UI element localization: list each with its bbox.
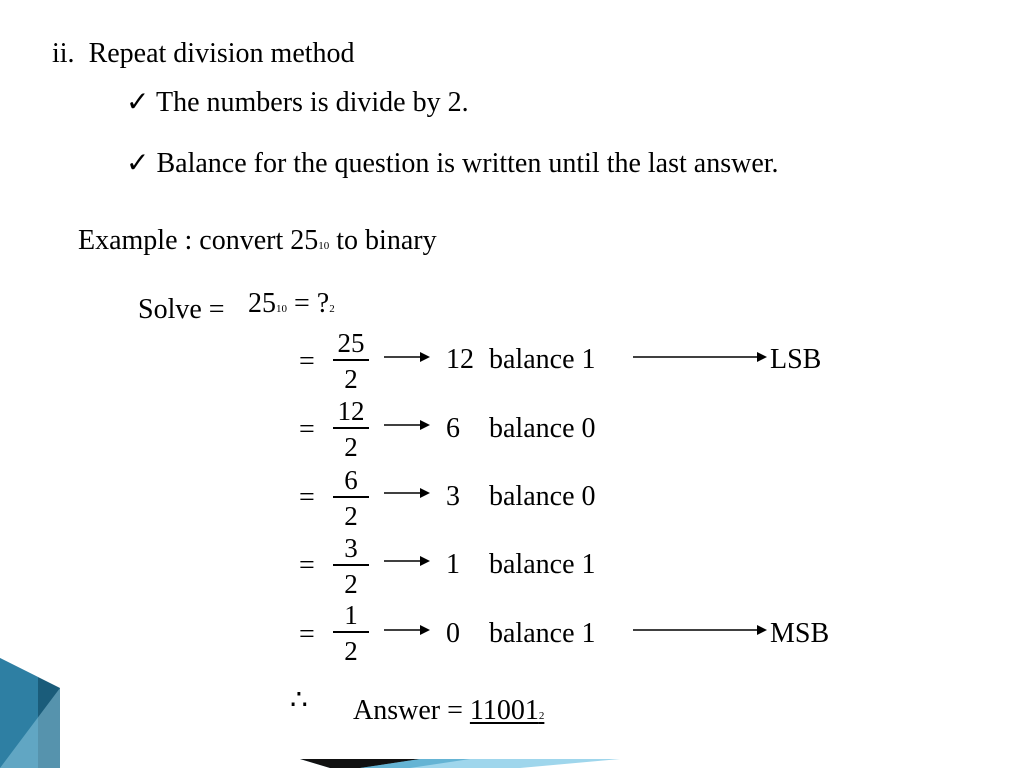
example-suffix: to binary [329, 225, 437, 256]
arrow-right-icon [384, 418, 430, 432]
step-quotient: 3 [446, 481, 460, 512]
arrow-long-right-icon [633, 350, 767, 364]
example-prefix: Example : convert 25 [78, 225, 319, 256]
answer-label: Answer = [353, 695, 463, 726]
bullet-1 [126, 89, 469, 117]
solve-eq: = ? [287, 288, 330, 319]
check-icon: ✓ [126, 87, 150, 118]
fraction-bar [333, 564, 369, 566]
fraction-denominator: 2 [344, 432, 358, 462]
fraction-numerator: 3 [344, 533, 358, 563]
step-fraction [331, 600, 371, 666]
step-balance: balance 0 [489, 481, 596, 512]
arrow-right-icon [384, 350, 430, 364]
arrow-long-right-icon [633, 623, 767, 637]
step-tag-msb: MSB [770, 618, 830, 649]
bullet-text: The numbers is divide by 2. [155, 87, 469, 118]
step-equals: = [299, 619, 315, 650]
therefore-symbol: ∴ [290, 685, 308, 716]
check-icon: ✓ [126, 148, 150, 179]
step-fraction [331, 396, 371, 462]
answer-base: 2 [538, 710, 545, 722]
bullet-text: Balance for the question is written until the last answer. [156, 148, 779, 179]
solve-expression [248, 290, 335, 318]
answer-value: 110012 [469, 695, 545, 726]
fraction-bar [333, 496, 369, 498]
step-quotient: 1 [446, 549, 460, 580]
arrow-right-icon [384, 623, 430, 637]
fraction-bar [333, 427, 369, 429]
step-fraction [331, 533, 371, 599]
step-equals: = [299, 414, 315, 445]
step-balance: balance 1 [489, 344, 596, 375]
step-tag-lsb: LSB [770, 344, 822, 375]
step-balance: balance 0 [489, 413, 596, 444]
heading-marker: ii. [52, 38, 75, 69]
step-balance: balance 1 [489, 618, 596, 649]
fraction-numerator: 6 [344, 465, 358, 495]
fraction-bar [333, 631, 369, 633]
step-equals: = [299, 482, 315, 513]
heading-text: Repeat division method [88, 38, 355, 69]
solve-number: 25 [248, 288, 276, 319]
arrow-right-icon [384, 554, 430, 568]
fraction-denominator: 2 [344, 364, 358, 394]
step-equals: = [299, 550, 315, 581]
heading [52, 40, 355, 68]
solve-base: 10 [276, 303, 287, 315]
fraction-denominator: 2 [344, 569, 358, 599]
solve-label: Solve = [138, 294, 225, 325]
fraction-bar [333, 359, 369, 361]
fraction-numerator: 12 [337, 396, 365, 426]
step-fraction [331, 465, 371, 531]
step-balance: balance 1 [489, 549, 596, 580]
fraction-numerator: 25 [337, 328, 365, 358]
example-base: 10 [318, 240, 330, 252]
fraction-denominator: 2 [344, 636, 358, 666]
arrow-right-icon [384, 486, 430, 500]
bullet-2 [126, 150, 779, 178]
solve-target-base: 2 [329, 303, 335, 315]
step-fraction [331, 328, 371, 394]
step-quotient: 6 [446, 413, 460, 444]
example-line [78, 227, 437, 255]
slide-corner-decoration [0, 658, 620, 768]
step-quotient: 0 [446, 618, 460, 649]
fraction-numerator: 1 [344, 600, 358, 630]
step-quotient: 12 [446, 344, 474, 375]
fraction-denominator: 2 [344, 501, 358, 531]
step-equals: = [299, 346, 315, 377]
